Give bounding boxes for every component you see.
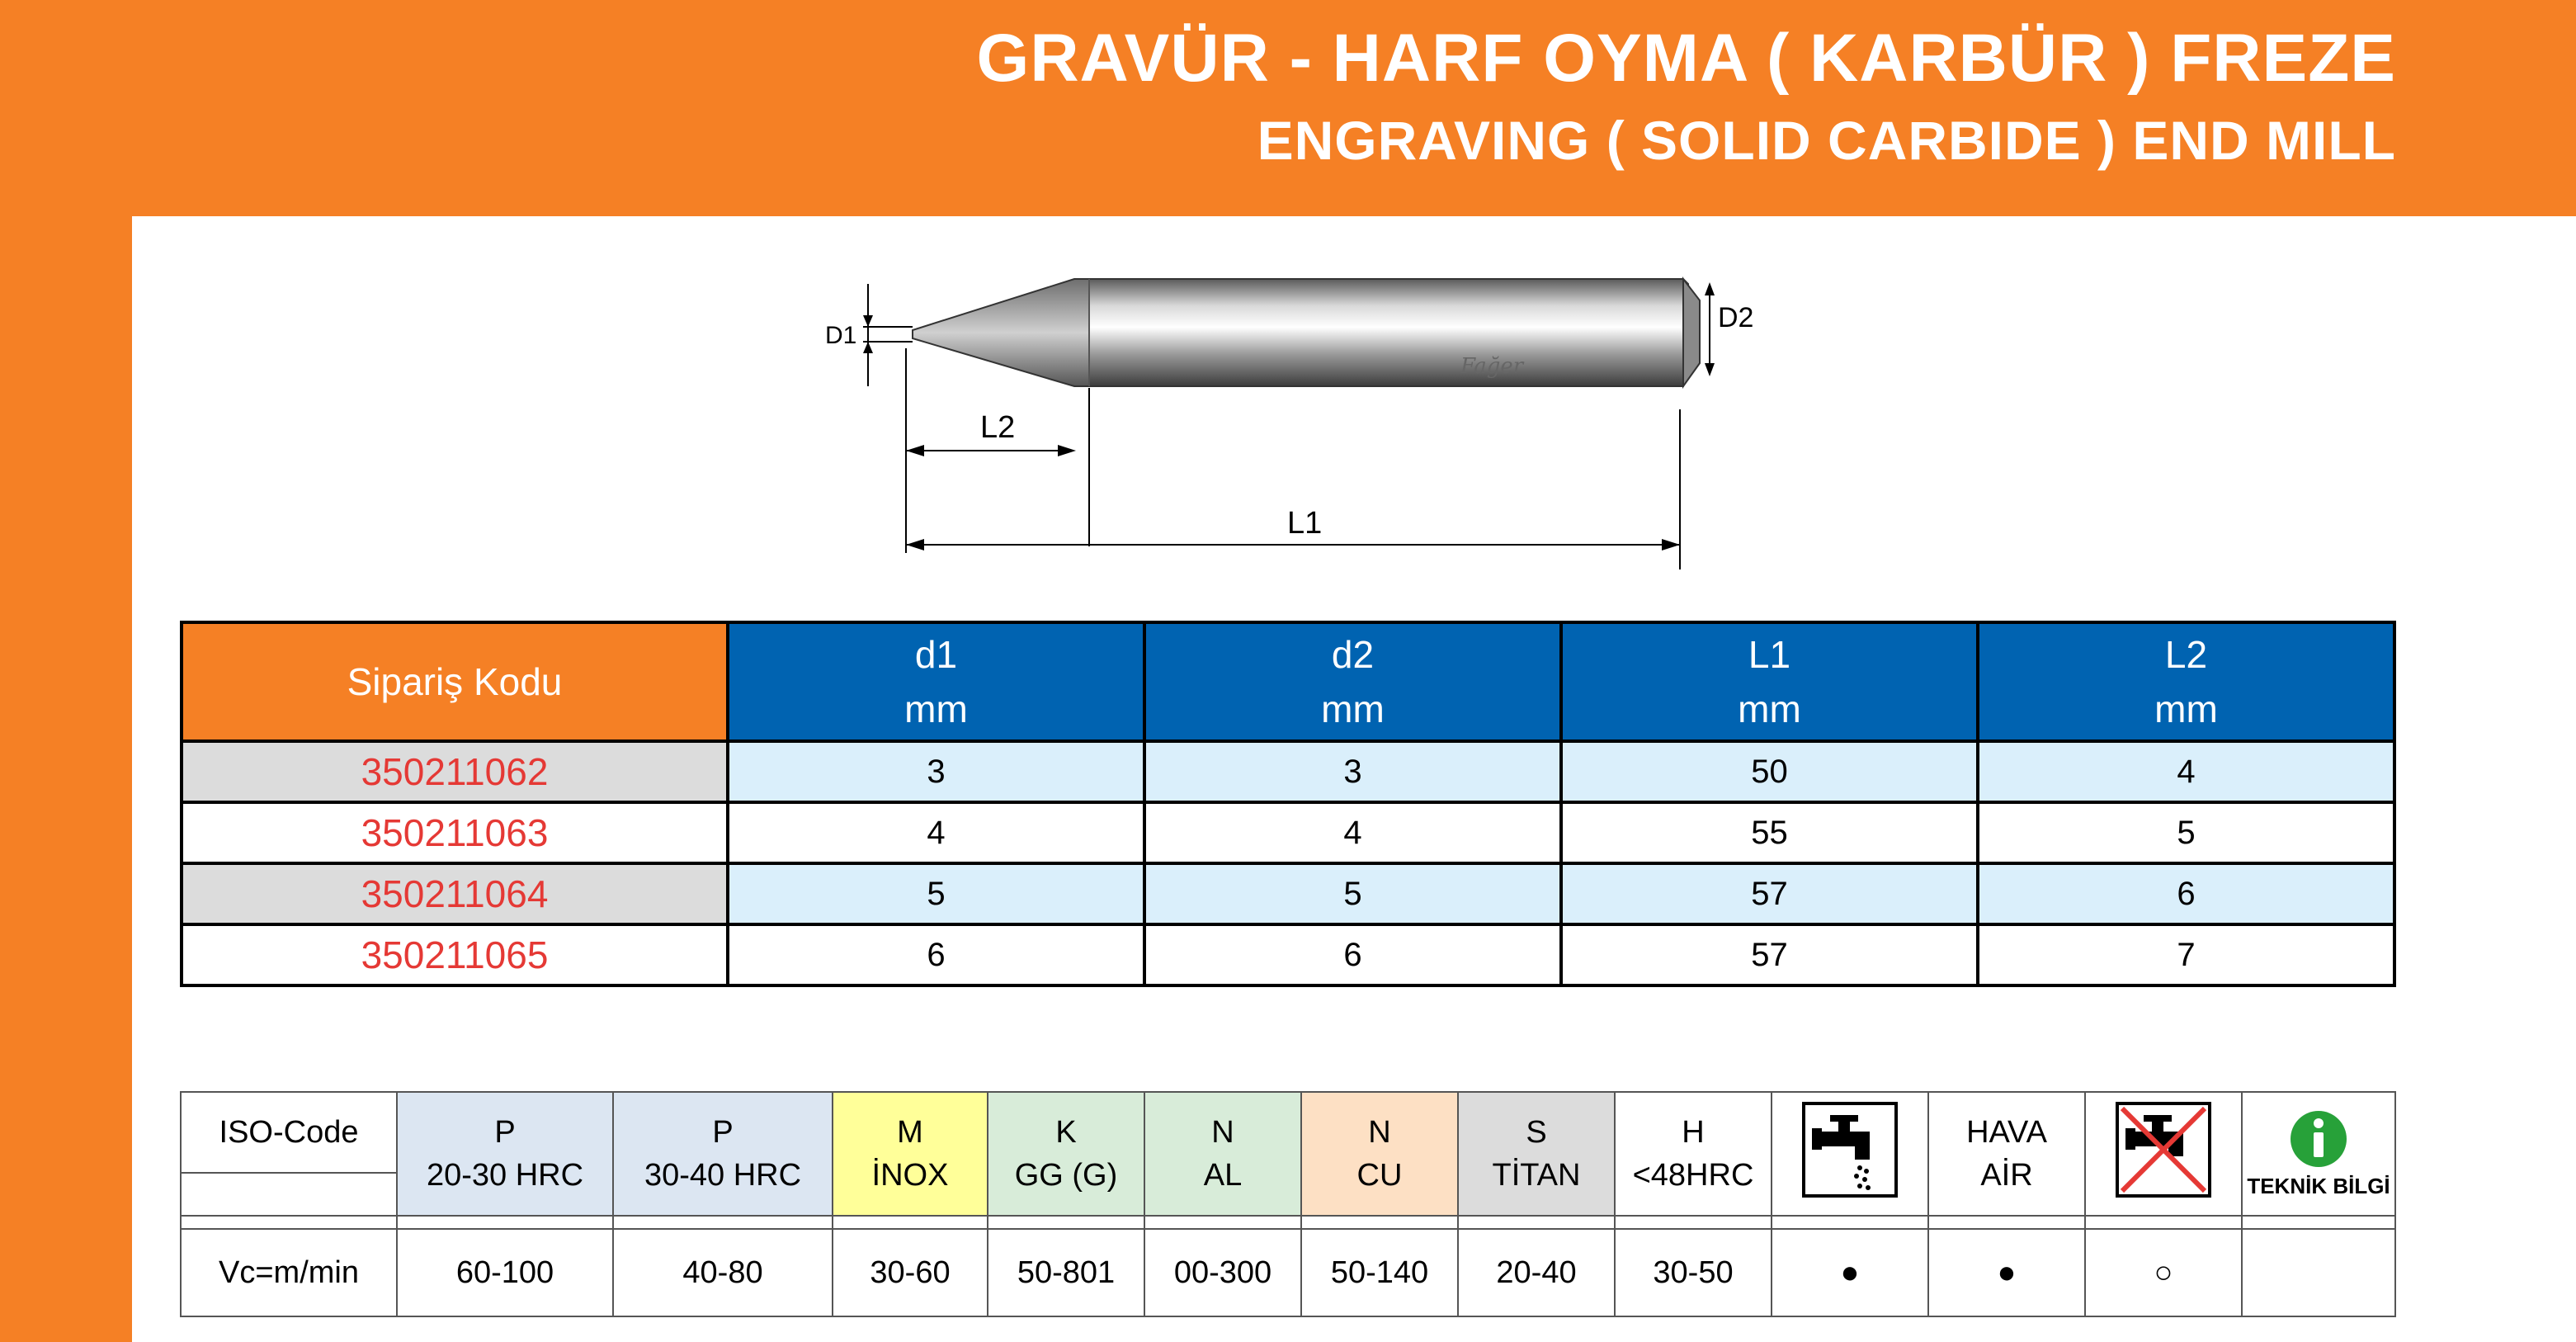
table-row bbox=[182, 802, 2394, 863]
info-cell bbox=[2242, 1092, 2395, 1216]
coolant-cell bbox=[1772, 1092, 1928, 1216]
table-row bbox=[182, 924, 2394, 985]
header-d1 bbox=[728, 622, 1144, 741]
order-code-cell: 350211065 bbox=[182, 924, 728, 985]
title-turkish: GRAVÜR - HARF OYMA ( KARBÜR ) FREZE bbox=[976, 21, 2396, 96]
dimension-d2 bbox=[1705, 282, 1753, 376]
tool-body bbox=[913, 279, 1700, 386]
info-icon bbox=[2289, 1109, 2348, 1169]
coolant-tap-icon bbox=[1800, 1100, 1899, 1199]
spec-table bbox=[180, 621, 2396, 987]
air-cell bbox=[1928, 1092, 2085, 1216]
d2-cell: 4 bbox=[1144, 802, 1561, 863]
header-l2 bbox=[1978, 622, 2394, 741]
l1-cell: 55 bbox=[1561, 802, 1978, 863]
material-group: N bbox=[1211, 1115, 1234, 1150]
dry-cell bbox=[2085, 1092, 2242, 1216]
header-unit: mm bbox=[904, 688, 968, 730]
material-detail: AL bbox=[1203, 1158, 1243, 1193]
material-group: S bbox=[1526, 1115, 1547, 1150]
vc-value: 20-40 bbox=[1458, 1229, 1615, 1316]
iso-header-row bbox=[181, 1092, 2395, 1173]
header-order-code-label: Sipariş Kodu bbox=[347, 660, 563, 703]
material-group: H bbox=[1682, 1115, 1705, 1150]
label-d2: D2 bbox=[1718, 302, 1754, 333]
vc-value: 00-300 bbox=[1144, 1229, 1301, 1316]
header-unit: mm bbox=[1738, 688, 1801, 730]
vc-value: 30-60 bbox=[833, 1229, 988, 1316]
air-label: HAVA bbox=[1966, 1115, 2047, 1150]
material-detail: İNOX bbox=[871, 1158, 949, 1193]
vc-label: Vc=m/min bbox=[181, 1229, 397, 1316]
vc-value: 60-100 bbox=[397, 1229, 613, 1316]
header-d2 bbox=[1144, 622, 1561, 741]
spec-header-row bbox=[182, 622, 2394, 741]
order-code-cell: 350211064 bbox=[182, 863, 728, 924]
order-code-cell: 350211063 bbox=[182, 802, 728, 863]
vc-value: 50-140 bbox=[1301, 1229, 1458, 1316]
material-k bbox=[988, 1092, 1144, 1216]
material-p2 bbox=[613, 1092, 833, 1216]
vc-value: 30-50 bbox=[1615, 1229, 1772, 1316]
material-group: N bbox=[1368, 1115, 1391, 1150]
d2-cell: 3 bbox=[1144, 741, 1561, 802]
empty-cell bbox=[181, 1173, 397, 1216]
material-group: P bbox=[712, 1115, 734, 1150]
material-group: P bbox=[494, 1115, 516, 1150]
no-coolant-icon bbox=[2114, 1100, 2213, 1199]
label-l2: L2 bbox=[980, 410, 1016, 445]
dimension-l1 bbox=[906, 409, 1680, 569]
info-empty bbox=[2242, 1229, 2395, 1316]
header-l1 bbox=[1561, 622, 1978, 741]
iso-code-label: ISO-Code bbox=[181, 1092, 397, 1173]
coolant-indicator: ● bbox=[1772, 1229, 1928, 1316]
d1-cell: 6 bbox=[728, 924, 1144, 985]
l2-cell: 6 bbox=[1978, 863, 2394, 924]
d1-cell: 3 bbox=[728, 741, 1144, 802]
header-label: d1 bbox=[914, 633, 958, 676]
iso-table bbox=[180, 1091, 2396, 1317]
material-n-cu bbox=[1301, 1092, 1458, 1216]
material-m bbox=[833, 1092, 988, 1216]
air-indicator: ● bbox=[1928, 1229, 2085, 1316]
l1-cell: 50 bbox=[1561, 741, 1978, 802]
material-h bbox=[1615, 1092, 1772, 1216]
table-row bbox=[182, 741, 2394, 802]
l1-cell: 57 bbox=[1561, 863, 1978, 924]
material-detail: 20-30 HRC bbox=[426, 1158, 584, 1193]
d2-cell: 6 bbox=[1144, 924, 1561, 985]
header-unit: mm bbox=[2154, 688, 2218, 730]
l1-cell: 57 bbox=[1561, 924, 1978, 985]
vc-row bbox=[181, 1229, 2395, 1316]
material-detail: GG (G) bbox=[1014, 1158, 1118, 1193]
header-label: L2 bbox=[2164, 633, 2208, 676]
d1-cell: 4 bbox=[728, 802, 1144, 863]
header-banner bbox=[0, 0, 2576, 216]
tool-engraving-text: Fağer bbox=[1460, 354, 1524, 379]
d1-cell: 5 bbox=[728, 863, 1144, 924]
header-label: d2 bbox=[1331, 633, 1375, 676]
material-group: K bbox=[1055, 1115, 1077, 1150]
material-detail: 30-40 HRC bbox=[644, 1158, 802, 1193]
header-order-code bbox=[182, 622, 728, 741]
d2-cell: 5 bbox=[1144, 863, 1561, 924]
l2-cell: 5 bbox=[1978, 802, 2394, 863]
material-detail: <48HRC bbox=[1632, 1158, 1754, 1193]
label-l1: L1 bbox=[1287, 506, 1323, 541]
vc-value: 50-801 bbox=[988, 1229, 1144, 1316]
material-p1 bbox=[397, 1092, 613, 1216]
material-detail: CU bbox=[1356, 1158, 1403, 1193]
label-d1: D1 bbox=[825, 322, 857, 349]
table-row bbox=[182, 863, 2394, 924]
header-unit: mm bbox=[1321, 688, 1385, 730]
vc-value: 40-80 bbox=[613, 1229, 833, 1316]
header-label: L1 bbox=[1748, 633, 1791, 676]
material-n-al bbox=[1144, 1092, 1301, 1216]
info-label: TEKNİK BİLGİ bbox=[2247, 1173, 2390, 1198]
spacer-row bbox=[181, 1216, 2395, 1229]
material-s bbox=[1458, 1092, 1615, 1216]
l2-cell: 4 bbox=[1978, 741, 2394, 802]
material-detail: TİTAN bbox=[1492, 1158, 1581, 1193]
title-english: ENGRAVING ( SOLID CARBIDE ) END MILL bbox=[1257, 110, 2396, 171]
dimension-d1 bbox=[825, 284, 913, 386]
l2-cell: 7 bbox=[1978, 924, 2394, 985]
material-group: M bbox=[897, 1115, 923, 1150]
air-label-en: AİR bbox=[1980, 1158, 2033, 1193]
tool-drawing bbox=[809, 264, 1799, 578]
order-code-cell: 350211062 bbox=[182, 741, 728, 802]
dry-indicator: ○ bbox=[2085, 1229, 2242, 1316]
